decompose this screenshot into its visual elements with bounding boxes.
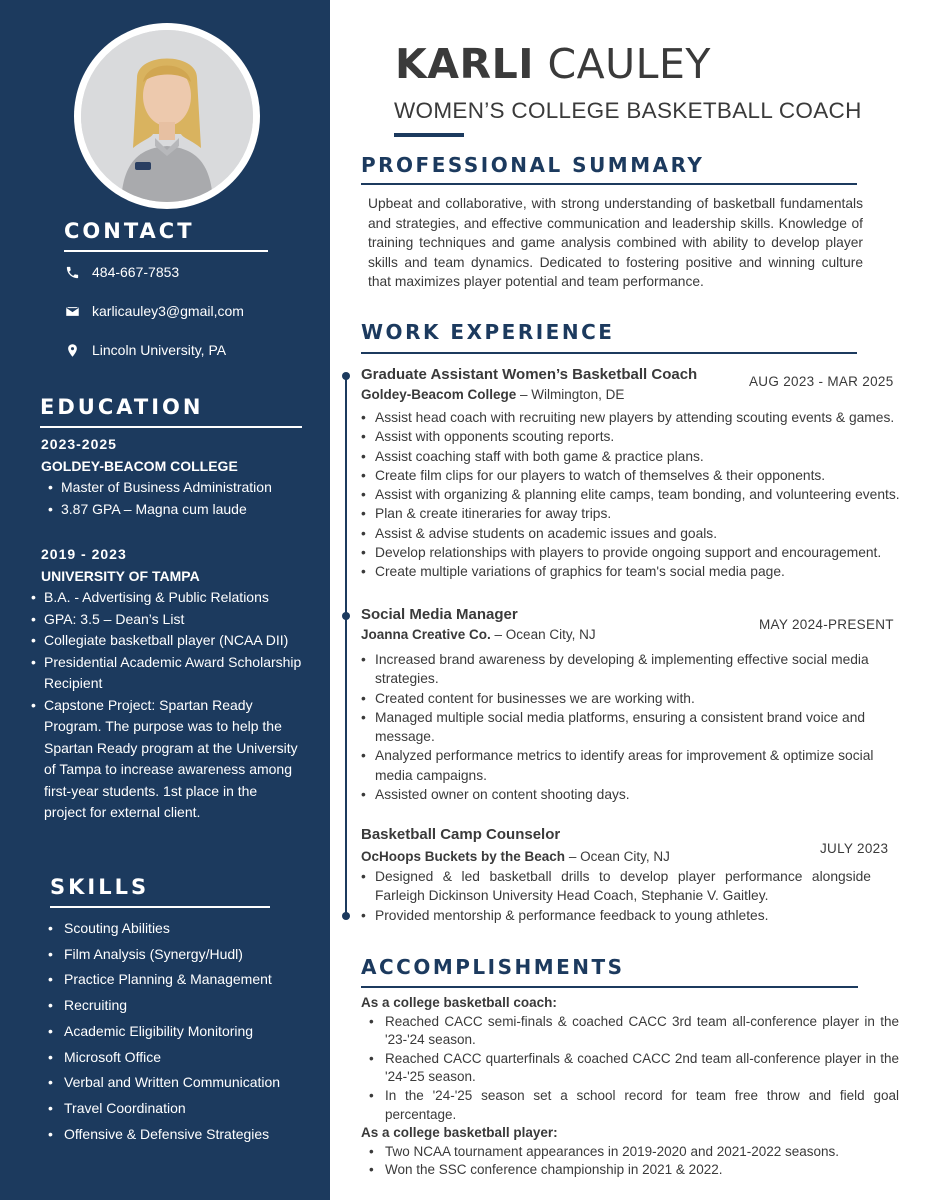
job-duty: • Created content for businesses we are working with. [361, 689, 901, 708]
job-role: Graduate Assistant Women’s Basketball Coach [361, 366, 698, 383]
player-accomplishments-label: As a college basketball player: [361, 1125, 558, 1141]
job-duty: • Create multiple variations of graphics for team's social media page. [361, 562, 923, 581]
skills-list [48, 916, 318, 1147]
education-entry [41, 434, 311, 520]
experience-heading: WORK EXPERIENCE [361, 320, 615, 344]
edu-item: • 3.87 GPA – Magna cum laude [41, 499, 311, 521]
edu-item: • Presidential Academic Award Scholarship Recipient [31, 652, 303, 695]
skills-heading: SKILLS [50, 875, 150, 899]
job-duty: • Managed multiple social media platforms, ensuring a consistent brand voice and message. [361, 708, 901, 747]
skill-item: • Practice Planning & Management [48, 967, 318, 993]
contact-heading: CONTACT [64, 219, 195, 243]
skill-item: • Academic Eligibility Monitoring [48, 1019, 318, 1045]
job-org: OcHoops Buckets by the Beach – Ocean City, NJ [361, 849, 670, 864]
job-duty: • Analyzed performance metrics to identify areas for improvement & optimize social media campaigns. [361, 746, 901, 785]
profile-photo [74, 23, 260, 209]
edu-years: 2023-2025 [41, 436, 117, 452]
job-org: Goldey-Beacom College – Wilmington, DE [361, 387, 625, 402]
sidebar [0, 0, 330, 1200]
job-duty: • Designed & led basketball drills to develop player performance alongside Farleigh Dickinson University Head Coach, Stephanie V. Gaitley. [361, 867, 871, 906]
accomplishments-heading: ACCOMPLISHMENTS [361, 955, 625, 979]
job-entry [361, 366, 923, 582]
job-duty: • Assist & advise students on academic issues and goals. [361, 524, 923, 543]
accomplishment-item: • Reached CACC semi-finals & coached CACC 3rd team all-conference player in the '23-'24 season. [361, 1013, 899, 1050]
first-name: KARLI [395, 40, 534, 88]
accomplishment-item: • Reached CACC quarterfinals & coached CACC 2nd team all-conference player in the '24-'25 season. [361, 1050, 899, 1087]
education-entry [41, 544, 303, 824]
job-role: Social Media Manager [361, 606, 518, 623]
timeline-dot [342, 612, 350, 620]
accomplishment-item: • Two NCAA tournament appearances in 2019-2020 and 2021-2022 seasons. [361, 1143, 899, 1162]
portrait-image [81, 30, 253, 202]
job-duty: • Create film clips for our players to watch of themselves & their opponents. [361, 466, 923, 485]
job-duty: • Assist coaching staff with both game & practice plans. [361, 447, 923, 466]
timeline-dot [342, 372, 350, 380]
job-dates: AUG 2023 - MAR 2025 [749, 374, 894, 389]
summary-text: Upbeat and collaborative, with strong understanding of basketball fundamentals and strategies, and effective communication and leadership skills. Knowledge of training techniques and game analysis combined with ability to develop player skills and team dynamics. Dedicated to fostering positive and winning culture that maximizes player potential and team performance. [368, 196, 863, 289]
contact-location [63, 341, 226, 359]
edu-item: • Capstone Project: Spartan Ready Program. The purpose was to help the Spartan Ready program at the University of Tampa to increase awareness among first-year students. 1st place in the project for external client. [31, 695, 303, 824]
contact-phone [63, 263, 179, 281]
job-duty: • Plan & create itineraries for away trips. [361, 504, 923, 523]
education-heading: EDUCATION [40, 395, 204, 419]
summary-heading: PROFESSIONAL SUMMARY [361, 153, 705, 177]
edu-school: UNIVERSITY OF TAMPA [41, 567, 200, 584]
phone-icon [63, 263, 81, 281]
summary-divider [361, 183, 857, 185]
skill-item: • Film Analysis (Synergy/Hudl) [48, 942, 318, 968]
skill-item: • Offensive & Defensive Strategies [48, 1122, 318, 1148]
job-role: Basketball Camp Counselor [361, 826, 561, 843]
email-text[interactable]: karlicauley3@gmail,com [92, 303, 244, 319]
job-dates: MAY 2024-PRESENT [759, 617, 894, 632]
edu-item: • B.A. - Advertising & Public Relations [31, 587, 303, 609]
edu-item: • GPA: 3.5 – Dean’s List [31, 609, 303, 631]
education-divider [40, 426, 302, 428]
experience-divider [361, 352, 857, 354]
skill-item: • Recruiting [48, 993, 318, 1019]
accomplishments-section [361, 994, 899, 1180]
title-accent-bar [394, 133, 464, 137]
skill-item: • Verbal and Written Communication [48, 1070, 318, 1096]
job-duty: • Increased brand awareness by developing & implementing effective social media strategies. [361, 650, 901, 689]
job-dates: JULY 2023 [820, 841, 889, 856]
location-pin-icon [63, 341, 81, 359]
last-name: CAULEY [547, 40, 711, 88]
job-duty: • Develop relationships with players to provide ongoing support and encouragement. [361, 543, 923, 562]
skill-item: • Microsoft Office [48, 1045, 318, 1071]
contact-email [63, 302, 244, 320]
job-org: Joanna Creative Co. – Ocean City, NJ [361, 627, 596, 642]
timeline-dot [342, 912, 350, 920]
email-icon [63, 302, 81, 320]
skill-item: • Travel Coordination [48, 1096, 318, 1122]
accomplishment-item: • In the '24-'25 season set a school record for team free throw and field goal percentage. [361, 1087, 899, 1124]
job-duty: • Assist with organizing & planning elite camps, team bonding, and volunteering events. [361, 485, 923, 504]
accomplishments-divider [361, 986, 858, 988]
location-text: Lincoln University, PA [92, 342, 227, 358]
skill-item: • Scouting Abilities [48, 916, 318, 942]
edu-item: • Master of Business Administration [41, 477, 311, 499]
candidate-name [395, 40, 711, 88]
phone-text[interactable]: 484-667-7853 [92, 264, 180, 280]
coach-accomplishments-label: As a college basketball coach: [361, 995, 557, 1010]
accomplishment-item: • Won the SSC conference championship in 2021 & 2022. [361, 1161, 899, 1180]
job-duty: • Assist with opponents scouting reports. [361, 427, 923, 446]
timeline-line [345, 376, 347, 916]
edu-item: • Collegiate basketball player (NCAA DII) [31, 630, 303, 652]
job-duty: • Provided mentorship & performance feedback to young athletes. [361, 906, 871, 925]
job-duty: • Assist head coach with recruiting new players by attending scouting events & games. [361, 408, 923, 427]
contact-divider [64, 250, 268, 252]
skills-divider [50, 906, 270, 908]
job-title: WOMEN’S COLLEGE BASKETBALL COACH [394, 98, 862, 123]
edu-years: 2019 - 2023 [41, 546, 127, 562]
job-entry [361, 826, 871, 925]
edu-school: GOLDEY-BEACOM COLLEGE [41, 457, 238, 474]
job-duty: • Assisted owner on content shooting days. [361, 785, 901, 804]
job-entry [361, 606, 901, 804]
